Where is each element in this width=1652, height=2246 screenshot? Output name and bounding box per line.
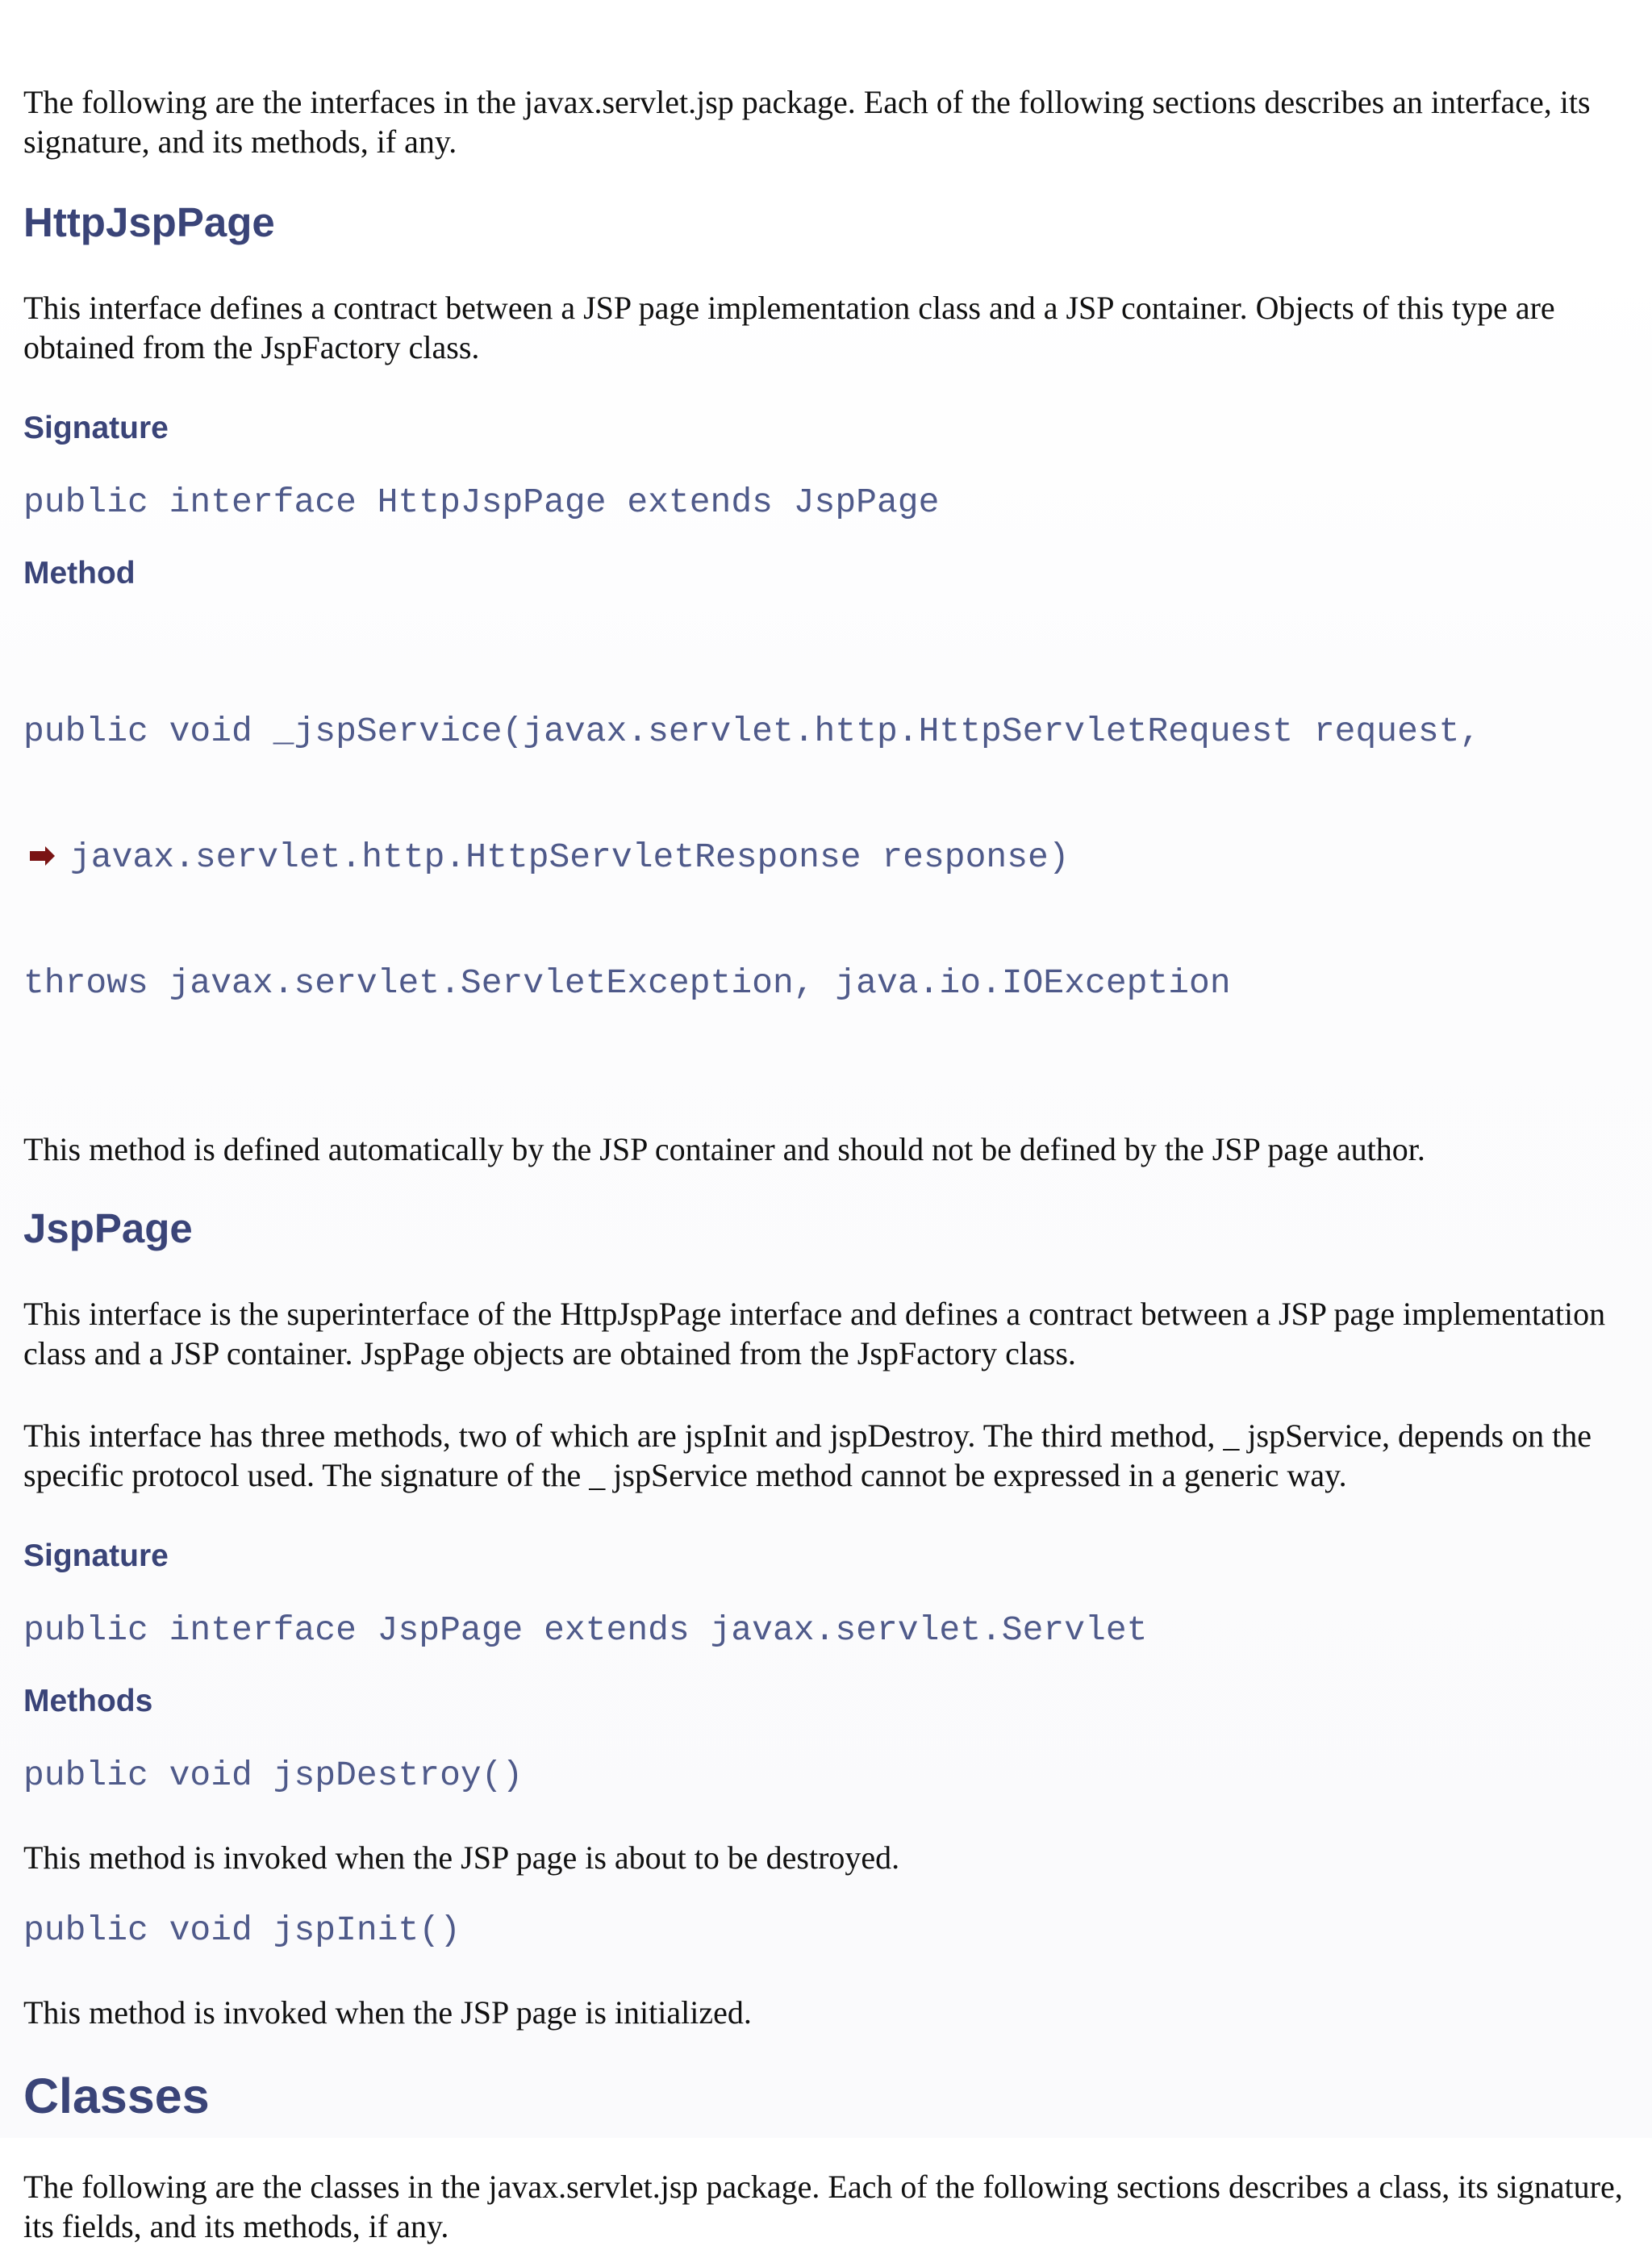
- interfaces-intro-paragraph: The following are the interfaces in the javax.servlet.jsp package. Each of the following sections describes an interface, its signature, and its methods, if any.: [23, 84, 1591, 160]
- jsppage-signature-heading: Signature: [23, 1538, 169, 1573]
- jspservice-code-line-2: javax.servlet.http.HttpServletResponse response): [70, 837, 1070, 877]
- jsppage-heading: JspPage: [23, 1205, 193, 1251]
- jspinit-method-code: public void jspInit(): [23, 1910, 461, 1950]
- jsppage-description-2: This interface has three methods, two of which are jspInit and jspDestroy. The third method, _ jspService, depends on the specific protocol used. The signature of the _ jspService method cannot be expressed in a generic way.: [23, 1417, 1592, 1493]
- classes-section-heading: Classes: [23, 2069, 210, 2123]
- jspservice-code-line-3: throws javax.servlet.ServletException, java.io.IOException: [23, 963, 1231, 1003]
- jspservice-method-code: [23, 627, 1629, 1088]
- httpjsppage-heading: HttpJspPage: [23, 199, 275, 245]
- jspdestroy-method-code: public void jspDestroy(): [23, 1755, 524, 1795]
- jspservice-code-line-1: public void _jspService(javax.servlet.http.HttpServletRequest request,: [23, 712, 1481, 751]
- jsppage-methods-heading: Methods: [23, 1684, 153, 1718]
- jspinit-method-description: This method is invoked when the JSP page is initialized.: [23, 1994, 752, 2031]
- jsppage-signature-code: public interface JspPage extends javax.servlet.Servlet: [23, 1610, 1148, 1650]
- httpjsppage-description: This interface defines a contract between a JSP page implementation class and a JSP container. Objects of this type are obtained from the JspFactory class.: [23, 290, 1555, 365]
- jspservice-code-line-2-wrapper: [23, 837, 1629, 879]
- httpjsppage-method-heading: Method: [23, 556, 136, 591]
- httpjsppage-signature-heading: Signature: [23, 411, 169, 445]
- line-continuation-arrow-icon: [23, 844, 70, 868]
- jsppage-description-1: This interface is the superinterface of the HttpJspPage interface and defines a contract between a JSP page implementation class and a JSP container. JspPage objects are obtained from the JspFactory class.: [23, 1296, 1606, 1371]
- jspservice-method-description: This method is defined automatically by the JSP container and should not be defined by the JSP page author.: [23, 1131, 1425, 1167]
- document-content: [23, 82, 1629, 2246]
- classes-intro-paragraph: The following are the classes in the javax.servlet.jsp package. Each of the following sections describes a class, its signature, its fields, and its methods, if any.: [23, 2169, 1623, 2244]
- httpjsppage-signature-code: public interface HttpJspPage extends JspPage: [23, 482, 940, 522]
- jspdestroy-method-description: This method is invoked when the JSP page is about to be destroyed.: [23, 1839, 900, 1876]
